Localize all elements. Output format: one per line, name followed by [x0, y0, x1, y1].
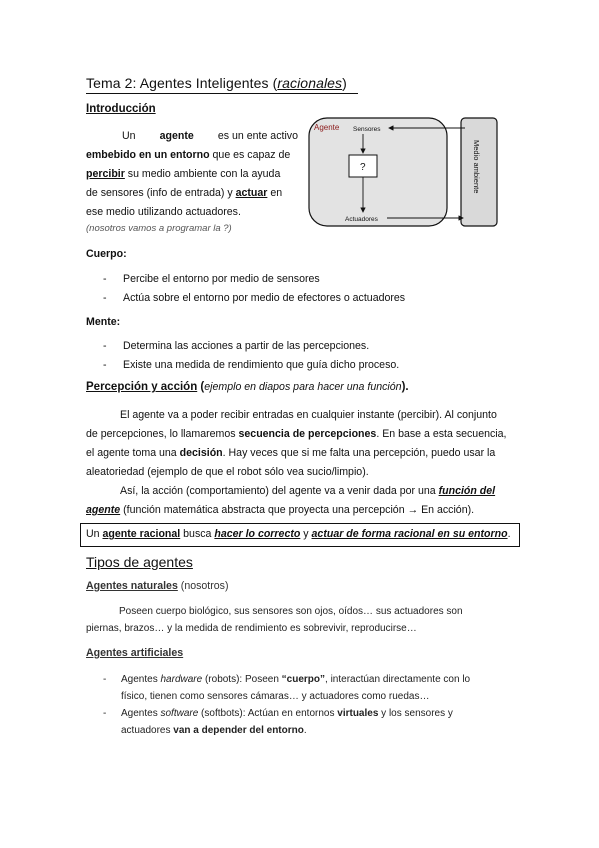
percepcion-heading [86, 381, 409, 393]
text: . [303, 725, 307, 736]
text: y los sensores y [378, 708, 453, 719]
percepcion-line [86, 444, 512, 463]
intro-text: es un ente activo [217, 130, 298, 142]
agent-environment-diagram [305, 114, 505, 230]
text: (softbots): Actúan en entornos [198, 708, 338, 719]
term-secuencia: secuencia de percepciones [238, 428, 377, 440]
hardware-line [121, 671, 513, 688]
sensors-label: Sensores [353, 126, 381, 133]
intro-text: que es capaz de [209, 149, 291, 161]
text: (función matemática abstracta que proyecta una percepción → En acción). [120, 504, 475, 516]
text: el agente toma una [86, 447, 180, 459]
intro-text: en [267, 187, 283, 199]
percepcion-line: aleatoriedad (ejemplo de que el robot sólo vea sucio/limpio). [86, 466, 369, 478]
agent-label: Agente [314, 123, 340, 132]
text: (robots): Poseen [202, 674, 282, 685]
term-cuerpo: “cuerpo” [281, 674, 326, 685]
term-software: software [160, 708, 199, 719]
cuerpo-item-2 [103, 289, 503, 308]
term-agente-racional: agente racional [102, 528, 181, 540]
software-item [103, 705, 513, 739]
term-embebido: embebido en un entorno [86, 149, 210, 161]
bullet-dash: - [103, 340, 107, 352]
intro-paragraph [86, 127, 298, 222]
term-actuar-racional: actuar de forma racional en su entorno [311, 528, 508, 540]
term-funcion-del-agente: función del [438, 485, 496, 497]
title-text: Tema 2: Agentes Inteligentes ( [86, 75, 278, 91]
percepcion-paragraph-2 [86, 482, 516, 520]
tipos-heading: Tipos de agentes [86, 554, 193, 570]
percepcion-heading-text: Percepción y acción [86, 381, 198, 393]
text: , interactúan directamente con lo [325, 674, 471, 685]
hardware-item [103, 671, 513, 705]
term-agente-function: agente [86, 504, 121, 516]
text: Agentes [121, 674, 161, 685]
term-actuar: actuar [235, 187, 268, 199]
cuerpo-item-1 [103, 270, 503, 289]
heading-paren: ( [197, 381, 205, 393]
text: Así, la acción (comportamiento) del agente va a venir dada por una [120, 485, 439, 497]
naturales-paragraph [86, 603, 516, 637]
mente-item-text: Determina las acciones a partir de las percepciones. [123, 340, 370, 352]
unknown-label: ? [360, 162, 366, 173]
text: . En base a esta secuencia, [376, 428, 507, 440]
intro-line-4 [86, 184, 298, 203]
intro-line-5: ese medio utilizando actuadores. [86, 206, 241, 218]
intro-line-3 [86, 165, 298, 184]
mente-heading: Mente: [86, 316, 121, 328]
bullet-dash: - [103, 708, 107, 719]
intro-text: Un [122, 130, 136, 142]
environment-label: Medio ambiente [472, 140, 481, 194]
text: . [507, 528, 511, 540]
rational-agent-box [80, 523, 520, 547]
naturales-line: Poseen cuerpo biológico, sus sensores son ojos, oídos… sus actuadores son [119, 606, 463, 617]
term-virtuales: virtuales [337, 708, 379, 719]
percepcion-heading-note: ejemplo en diapos para hacer una función [204, 381, 402, 393]
intro-text: su medio ambiente con la ayuda [124, 168, 281, 180]
percepcion-line: El agente va a poder recibir entradas en cualquier instante (percibir). Al conjunto [120, 409, 497, 421]
heading-paren: ). [401, 381, 409, 393]
mente-item-1 [103, 337, 503, 356]
naturales-suffix: (nosotros) [177, 580, 229, 592]
naturales-heading [86, 580, 228, 592]
bullet-dash: - [103, 273, 107, 285]
agent-box [309, 118, 447, 226]
cuerpo-item-text: Actúa sobre el entorno por medio de efectores o actuadores [123, 292, 406, 304]
term-percibir: percibir [86, 168, 125, 180]
mente-item-text: Existe una medida de rendimiento que guía dicho proceso. [123, 359, 400, 371]
text: busca [180, 528, 215, 540]
title-close: ) [342, 75, 347, 91]
text: Agentes [121, 708, 161, 719]
intro-line-1 [86, 127, 298, 146]
bullet-dash: - [103, 359, 107, 371]
mente-item-2 [103, 356, 503, 375]
intro-note: (nosotros vamos a programar la ?) [86, 223, 232, 234]
term-hardware: hardware [160, 674, 203, 685]
page-title [86, 75, 347, 91]
term-agente: agente [159, 130, 194, 142]
intro-text: de sensores (info de entrada) y [86, 187, 236, 199]
hardware-line: físico, tienen como sensores cámaras… y actuadores como ruedas… [121, 691, 430, 702]
intro-heading: Introducción [86, 103, 156, 115]
percepcion-line [86, 501, 516, 520]
actuators-label: Actuadores [345, 216, 378, 223]
text: . Hay veces que si me falta una percepción, puedo usar la [222, 447, 496, 459]
term-decision: decisión [179, 447, 223, 459]
text: Un [86, 528, 103, 540]
text: de percepciones, lo llamaremos [86, 428, 239, 440]
bullet-dash: - [103, 674, 107, 685]
artificiales-heading: Agentes artificiales [86, 647, 184, 659]
title-italic: racionales [277, 75, 343, 91]
text: actuadores [121, 725, 174, 736]
intro-line-2 [86, 146, 298, 165]
cuerpo-heading: Cuerpo: [86, 248, 127, 260]
rational-agent-text [86, 526, 511, 543]
percepcion-line [86, 482, 516, 501]
naturales-heading-text: Agentes naturales [86, 580, 178, 592]
text: y [300, 528, 312, 540]
title-underline [86, 93, 358, 94]
software-line [121, 705, 513, 722]
percepcion-line [86, 425, 512, 444]
cuerpo-item-text: Percibe el entorno por medio de sensores [123, 273, 320, 285]
term-dependencia: van a depender del entorno [173, 725, 304, 736]
naturales-line: piernas, brazos… y la medida de rendimiento es sobrevivir, reproducirse… [86, 623, 417, 634]
bullet-dash: - [103, 292, 107, 304]
software-line [121, 722, 513, 739]
percepcion-paragraph-1 [86, 406, 512, 482]
term-hacer-lo-correcto: hacer lo correcto [214, 528, 301, 540]
